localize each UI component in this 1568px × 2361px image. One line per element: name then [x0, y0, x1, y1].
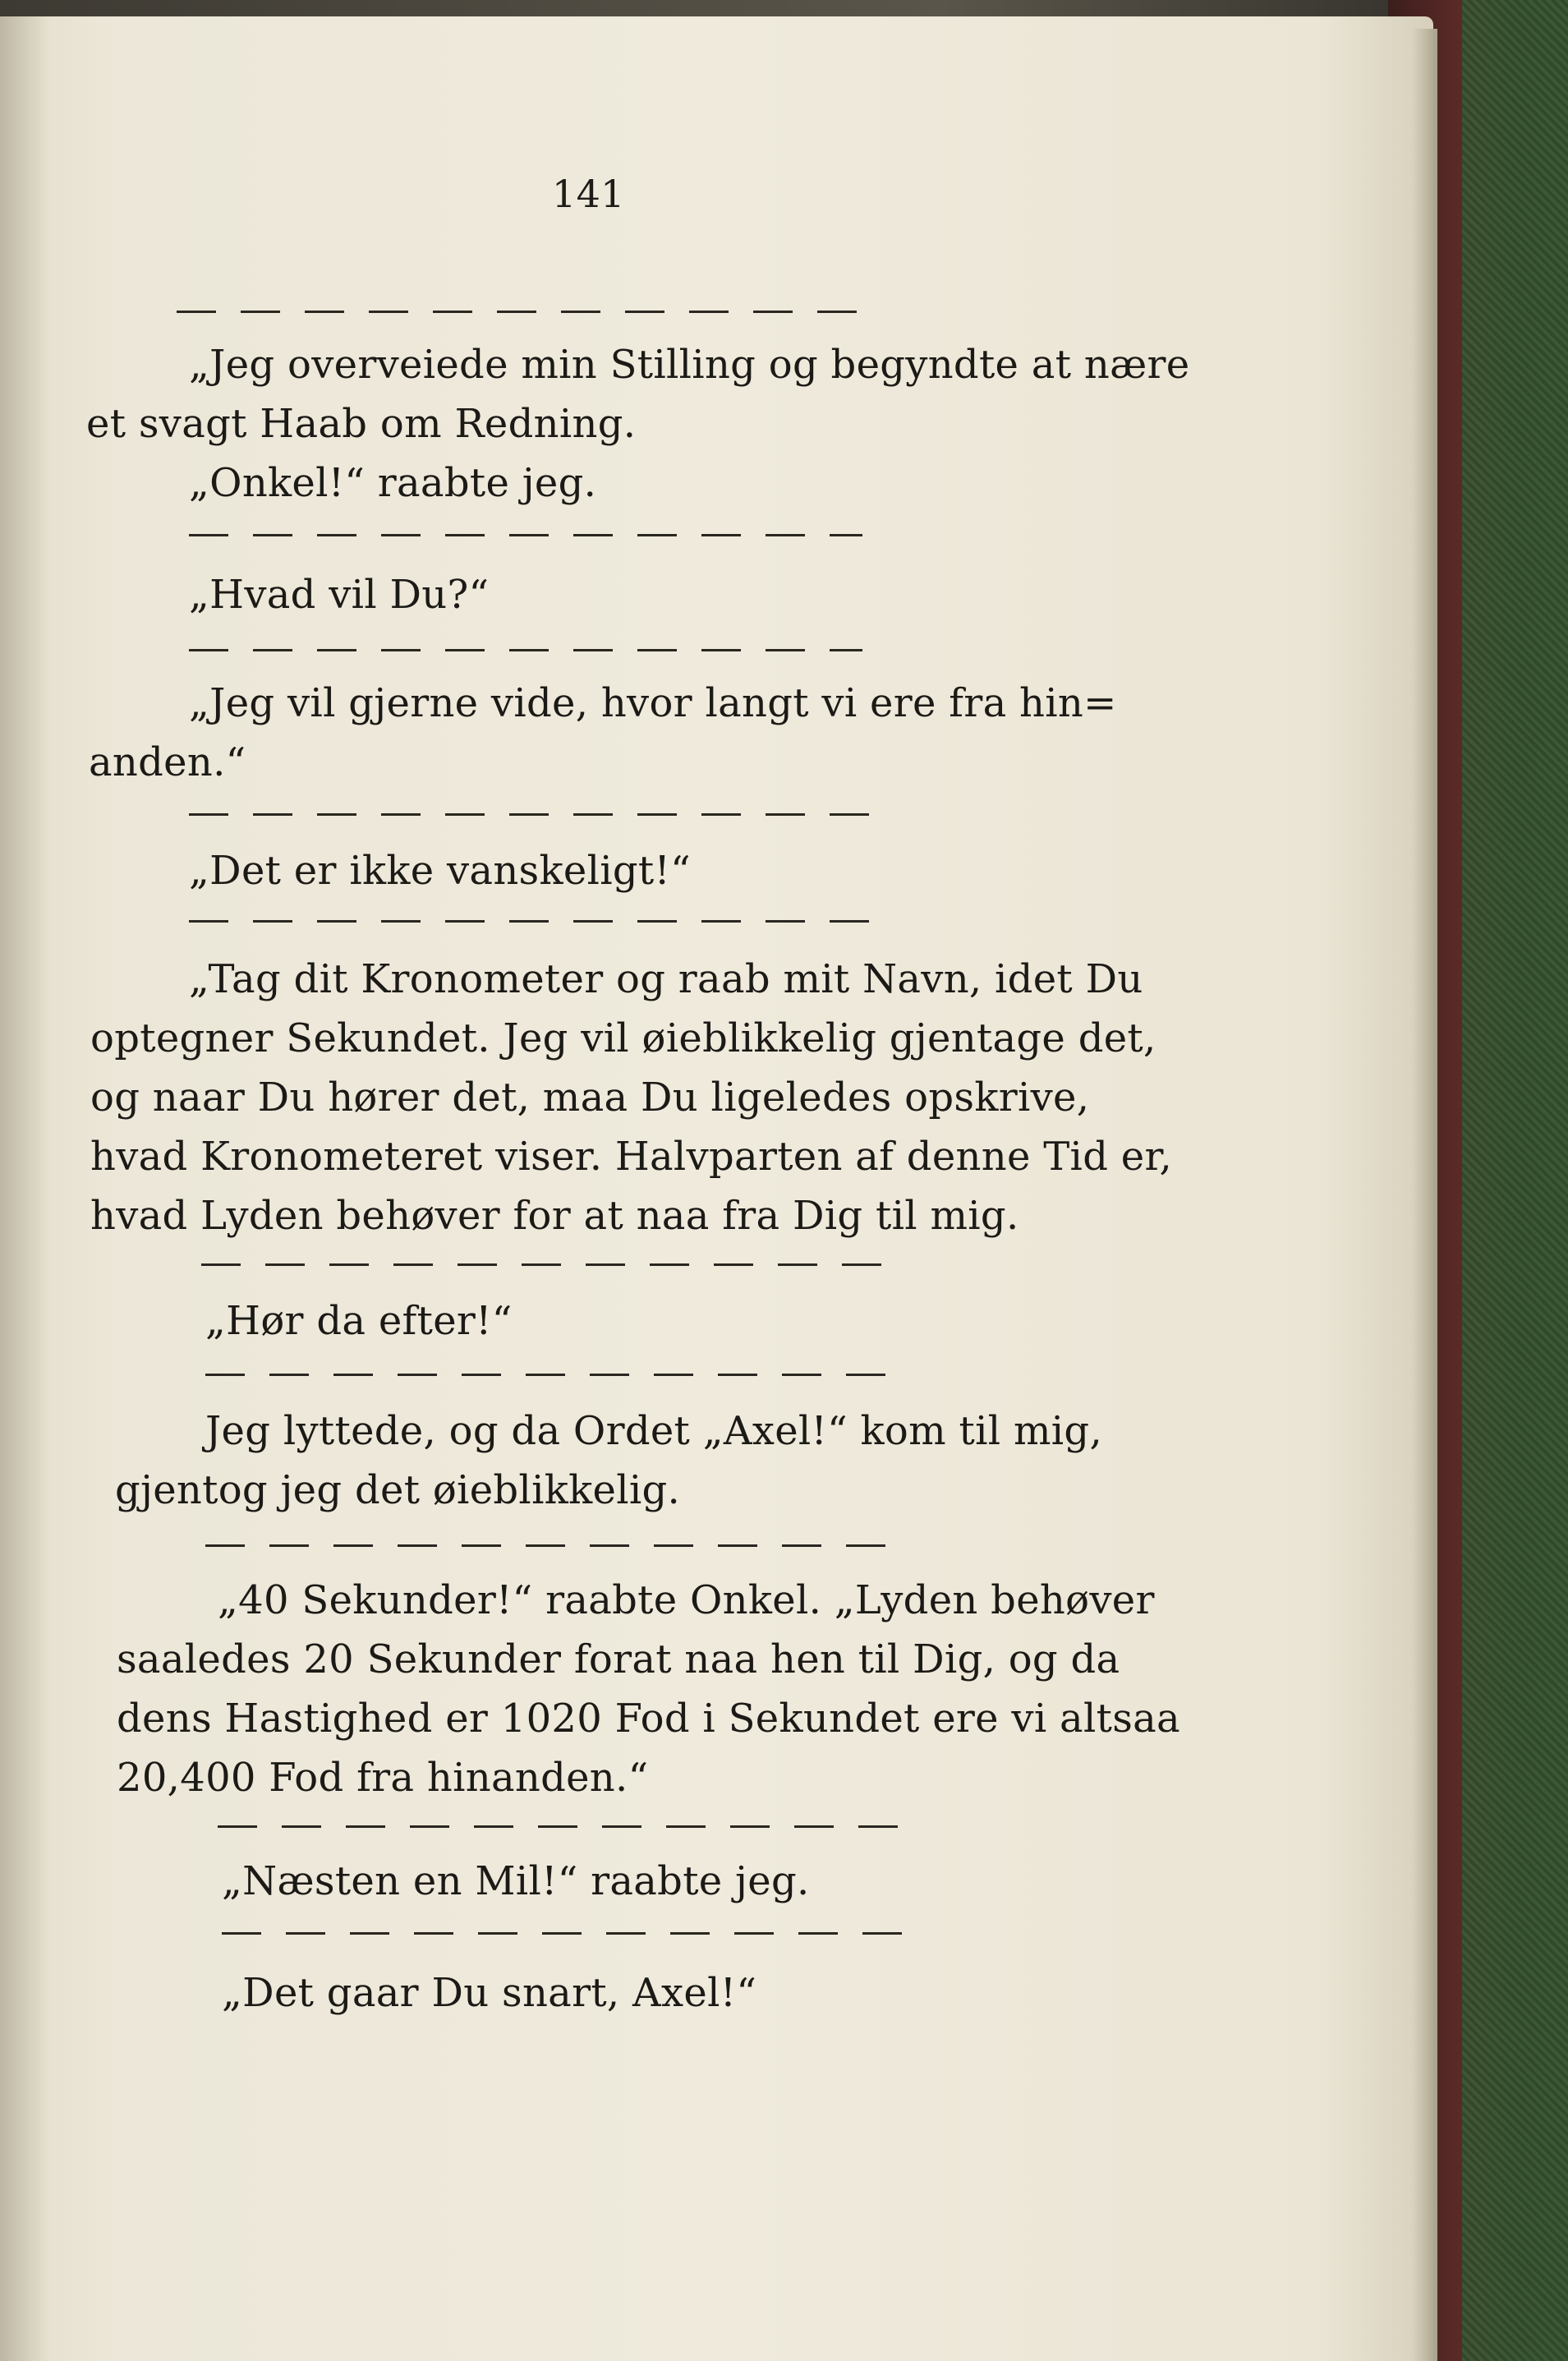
text-line: anden.“ [89, 739, 246, 785]
gutter-shadow [0, 16, 49, 2361]
section-separator [189, 534, 862, 536]
section-separator [222, 1932, 912, 1935]
section-separator [201, 1263, 883, 1266]
text-line: „Det gaar Du snart, Axel!“ [222, 1970, 757, 2016]
section-separator [205, 1374, 887, 1376]
text-line: hvad Kronometeret viser. Halvparten af denne Tid er, [90, 1134, 1173, 1180]
text-line: gjentog jeg det øieblikkelig. [115, 1467, 681, 1513]
text-line: optegner Sekundet. Jeg vil øieblikkelig gjentage det, [90, 1015, 1156, 1061]
text-line: „Det er ikke vanskeligt!“ [189, 848, 691, 894]
text-line: „Hvad vil Du?“ [189, 572, 490, 618]
text-line: „Tag dit Kronometer og raab mit Navn, idet Du [189, 956, 1143, 1002]
text-line: og naar Du hører det, maa Du ligeledes opskrive, [90, 1075, 1090, 1121]
section-separator [218, 1825, 908, 1828]
text-line: „40 Sekunder!“ raabte Onkel. „Lyden behøver [218, 1577, 1155, 1623]
text-line: hvad Lyden behøver for at naa fra Dig til mig. [90, 1193, 1019, 1239]
page-number: 141 [552, 172, 625, 216]
section-separator [205, 1544, 887, 1547]
text-line: „Onkel!“ raabte jeg. [189, 460, 597, 506]
section-separator [177, 311, 858, 313]
section-separator [189, 813, 871, 816]
page-edge [1413, 29, 1437, 2361]
text-line: dens Hastighed er 1020 Fod i Sekundet ere vi altsaa [117, 1696, 1180, 1742]
text-line: „Jeg vil gjerne vide, hvor langt vi ere fra hin= [189, 680, 1117, 726]
text-line: et svagt Haab om Redning. [86, 401, 637, 447]
text-line: saaledes 20 Sekunder forat naa hen til Dig, og da [117, 1636, 1120, 1682]
text-line: Jeg lyttede, og da Ordet „Axel!“ kom til mig, [205, 1408, 1102, 1454]
book-cover-cloth [1462, 0, 1568, 2361]
text-line: „Hør da efter!“ [205, 1298, 513, 1344]
text-line: „Næsten en Mil!“ raabte jeg. [222, 1858, 810, 1904]
section-separator [189, 649, 862, 651]
text-line: „Jeg overveiede min Stilling og begyndte at nære [189, 342, 1190, 388]
section-separator [189, 920, 879, 923]
text-line: 20,400 Fod fra hinanden.“ [117, 1755, 649, 1801]
